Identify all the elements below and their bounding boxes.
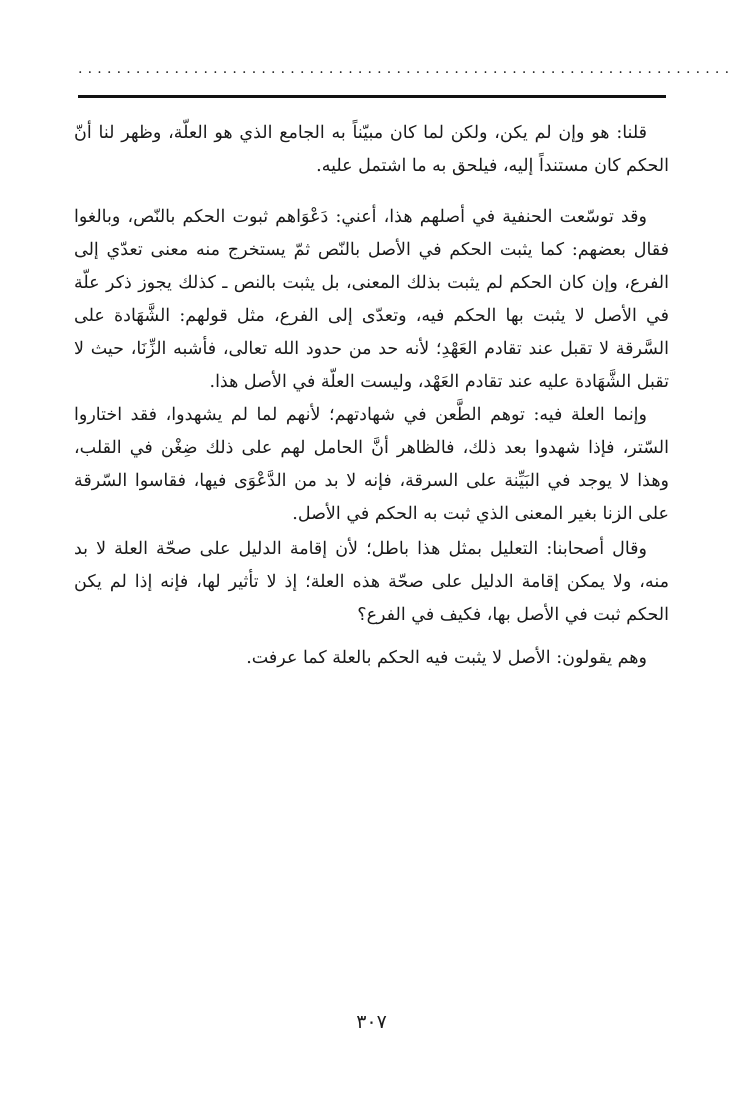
paragraph-3 — [74, 399, 669, 531]
header-rule — [78, 95, 666, 98]
paragraph-text: قلنا: هو وإن لم يكن، ولكن لما كان مبيّناً به الجامع الذي هو العلّة، وظهر لنا أنّ الحكم كان مستنداً إليه، فيلحق به ما اشتمل عليه. — [74, 123, 669, 176]
paragraph-2 — [74, 201, 669, 399]
paragraph-1 — [74, 117, 669, 183]
paragraph-text: وقال أصحابنا: التعليل بمثل هذا باطل؛ لأن إقامة الدليل على صحّة العلة لا بد منه، ولا يمكن إقامة الدليل على صحّة هذه العلة؛ إذ لا تأثير لها، فإنه إذا لم يكن الحكم ثبت في الأصل بها، فكيف في الفرع؟ — [74, 539, 669, 625]
paragraph-4 — [74, 533, 669, 632]
paragraph-text: وقد توسّعت الحنفية في أصلهم هذا، أعني: دَعْوَاهم ثبوت الحكم بالنّص، وبالغوا فقال بعضهم: كما يثبت الحكم في الأصل بالنّص ثمّ يستخرج منه معنى تعدّي إلى الفرع، وإن كان الحكم لم يثبت بذلك المعنى، بل يثبت بالنص ـ كذلك يجوز ذكر علّة في الأصل لا يثبت بها الحكم فيه، وتعدّى إلى الفرع، مثل قولهم: الشَّهَادة على السَّرقة لا تقبل عند تقادم العَهْدِ؛ لأنه حد من حدود الله تعالى، فأشبه الزِّنَا، حيث لا تقبل الشَّهَادة عليه عند تقادم العَهْد، وليست العلّة في الأصل هذا. — [74, 207, 669, 392]
header-dotted-line: .................................................................... — [78, 61, 735, 77]
paragraph-5 — [74, 642, 669, 675]
page-number: ٣٠٧ — [356, 1011, 387, 1033]
paragraph-text: وإنما العلة فيه: توهم الطَّعن في شهادتهم؛ لأنهم لما لم يشهدوا، فقد اختاروا السّتر، فإذا شهدوا بعد ذلك، فالظاهر أنَّ الحامل لهم على ذلك ضِغْن في القلب، وهذا لا يوجد في البَيِّنة على السرقة، فإنه لا بد من الدَّعْوَى فيها، فقاسوا السّرقة على الزنا بغير المعنى الذي ثبت به الحكم في الأصل. — [74, 405, 669, 524]
paragraph-text: وهم يقولون: الأصل لا يثبت فيه الحكم بالعلة كما عرفت. — [246, 648, 647, 668]
